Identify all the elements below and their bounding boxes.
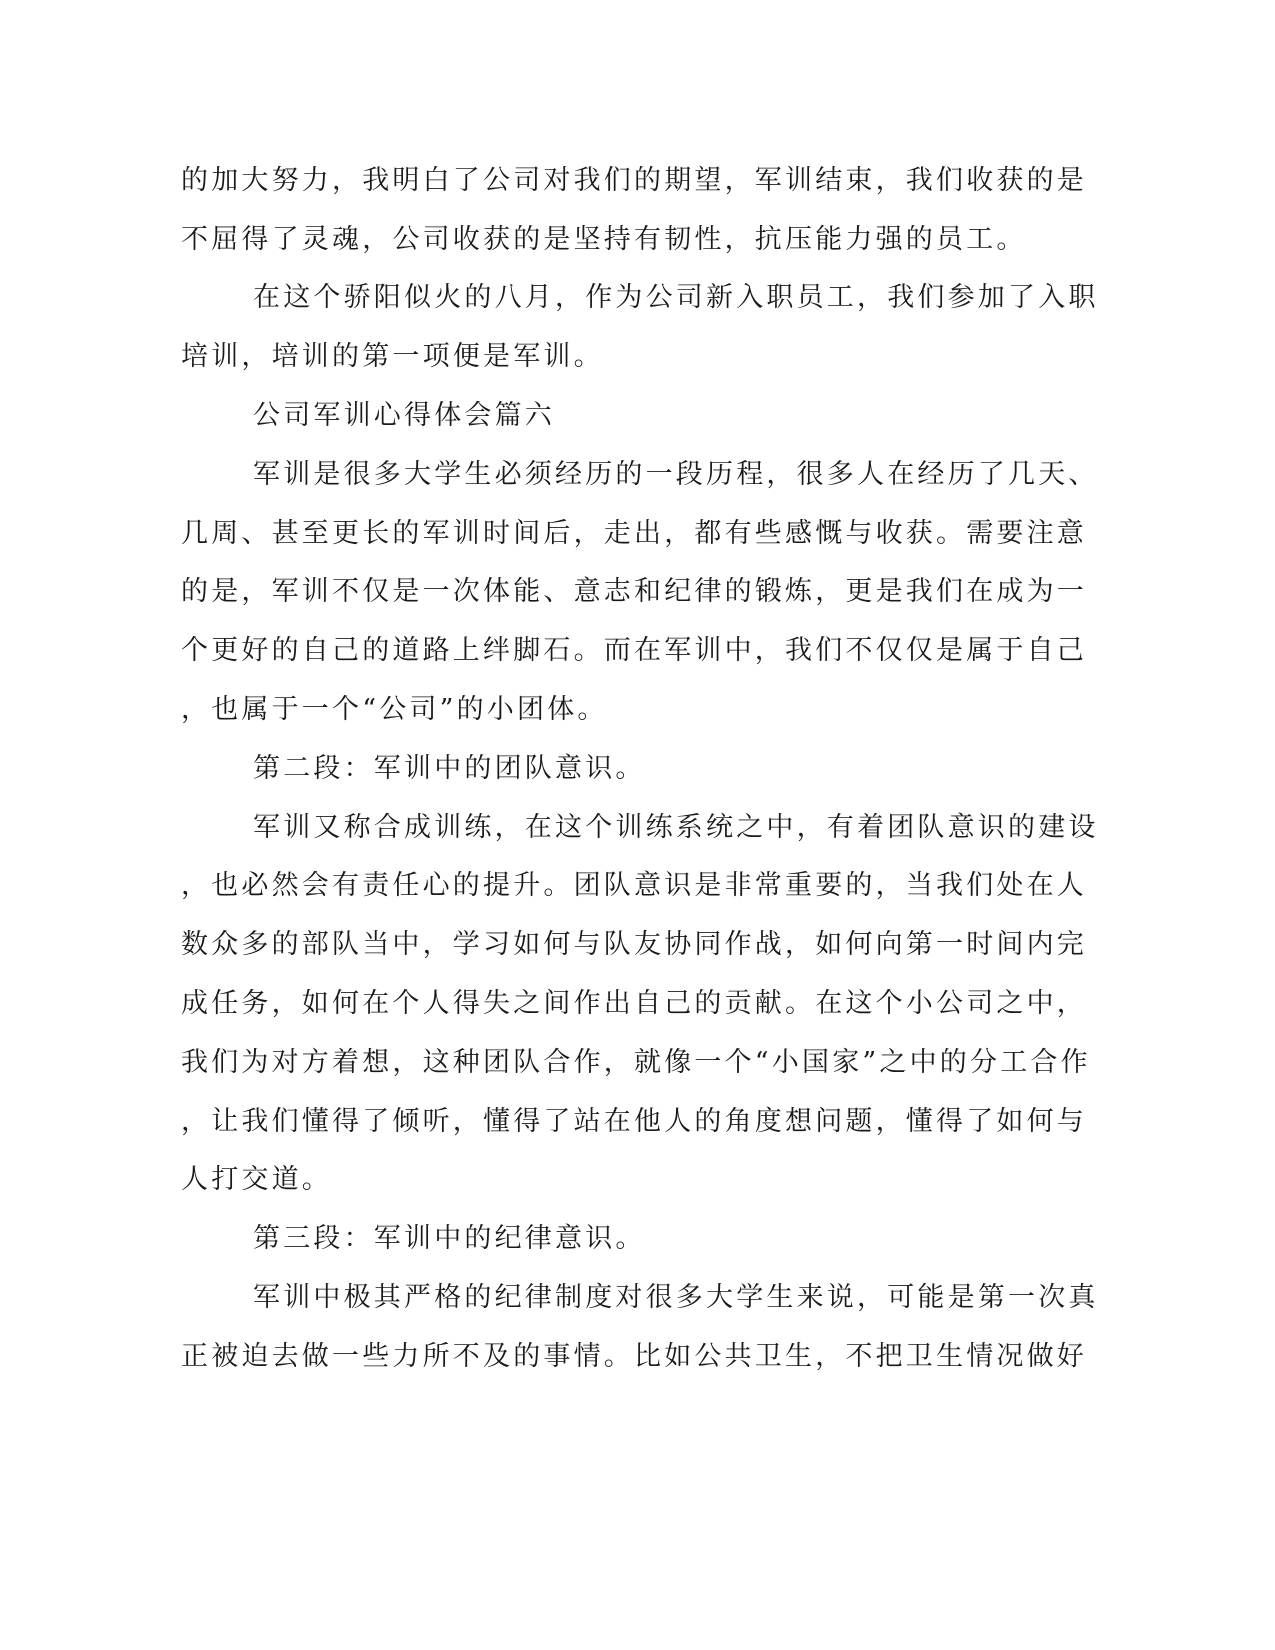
text-line: 不屈得了灵魂，公司收获的是坚持有韧性，抗压能力强的员工。	[181, 224, 1027, 255]
text-line: 的是，军训不仅是一次体能、意志和纪律的锻炼，更是我们在成为一	[181, 576, 1087, 607]
text-line: 数众多的部队当中，学习如何与队友协同作战，如何向第一时间内完	[181, 929, 1087, 960]
text-line: ，让我们懂得了倾听，懂得了站在他人的角度想问题，懂得了如何与	[181, 1106, 1087, 1137]
text-line: 成任务，如何在个人得失之间作出自己的贡献。在这个小公司之中，	[181, 988, 1087, 1019]
text-line: 培训，培训的第一项便是军训。	[181, 341, 604, 372]
text-line: 我们为对方着想，这种团队合作，就像一个“小国家”之中的分工合作	[181, 1047, 1091, 1078]
paragraph-start-line: 军训是很多大学生必须经历的一段历程，很多人在经历了几天、	[253, 459, 1099, 490]
section-heading: 第三段：军训中的纪律意识。	[253, 1223, 646, 1254]
text-line: 正被迫去做一些力所不及的事情。比如公共卫生，不把卫生情况做好	[181, 1341, 1087, 1372]
text-line: ，也必然会有责任心的提升。团队意识是非常重要的，当我们处在人	[181, 870, 1087, 901]
text-line: ，也属于一个“公司”的小团体。	[181, 694, 608, 725]
paragraph-start-line: 在这个骄阳似火的八月，作为公司新入职员工，我们参加了入职	[253, 282, 1099, 313]
text-line: 人打交道。	[181, 1164, 332, 1195]
paragraph-start-line: 军训又称合成训练，在这个训练系统之中，有着团队意识的建设	[253, 812, 1099, 843]
text-line: 的加大努力，我明白了公司对我们的期望，军训结束，我们收获的是	[181, 165, 1087, 196]
text-line: 个更好的自己的道路上绊脚石。而在军训中，我们不仅仅是属于自己	[181, 635, 1087, 666]
paragraph-start-line: 军训中极其严格的纪律制度对很多大学生来说，可能是第一次真	[253, 1282, 1099, 1313]
section-heading: 公司军训心得体会篇六	[253, 400, 555, 431]
section-heading: 第二段：军训中的团队意识。	[253, 753, 646, 784]
text-line: 几周、甚至更长的军训时间后，走出，都有些感慨与收获。需要注意	[181, 518, 1087, 549]
